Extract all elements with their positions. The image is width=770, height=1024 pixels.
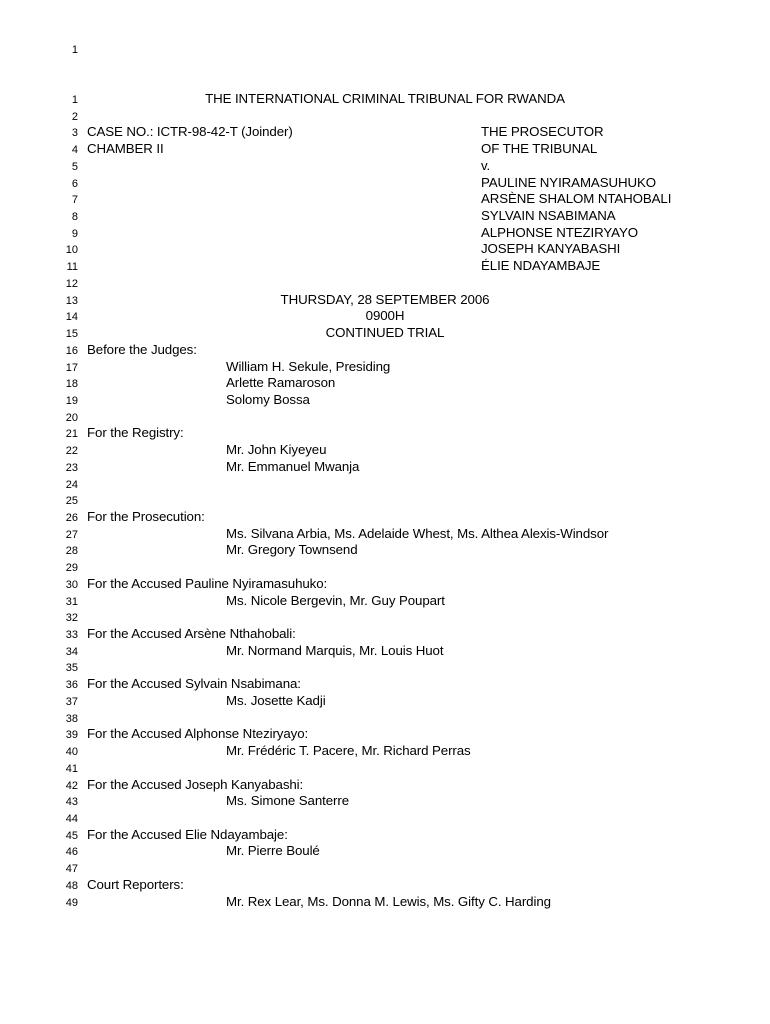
transcript-line — [0, 392, 770, 409]
session-status: CONTINUED TRIAL — [325, 325, 445, 341]
transcript-line — [0, 175, 770, 192]
registry-name: Mr. Emmanuel Mwanja — [226, 458, 360, 474]
transcript-line — [0, 860, 770, 877]
transcript-line — [0, 559, 770, 576]
reporter-names: Mr. Rex Lear, Ms. Donna M. Lewis, Ms. Gifty C. Harding — [226, 893, 551, 909]
line-number: 5 — [71, 160, 78, 173]
transcript-line — [0, 760, 770, 777]
line-number: 41 — [65, 762, 78, 775]
transcript-line — [0, 375, 770, 392]
session-date: THURSDAY, 28 SEPTEMBER 2006 — [280, 291, 490, 307]
section-heading: For the Accused Joseph Kanyabashi: — [87, 776, 304, 792]
party-line: PAULINE NYIRAMASUHUKO — [481, 174, 656, 190]
section-heading: For the Accused Sylvain Nsabimana: — [87, 676, 301, 692]
session-time: 0900H — [365, 308, 405, 324]
line-number: 44 — [65, 812, 78, 825]
line-number: 35 — [65, 662, 78, 675]
transcript-line — [0, 609, 770, 626]
line-number: 10 — [65, 244, 78, 257]
line-number: 43 — [65, 796, 78, 809]
transcript-line — [0, 191, 770, 208]
section-heading: For the Accused Alphonse Nteziryayo: — [87, 726, 309, 742]
line-number: 7 — [71, 194, 78, 207]
section-heading: Before the Judges: — [87, 341, 197, 357]
transcript-line — [0, 225, 770, 242]
line-number: 30 — [65, 578, 78, 591]
transcript-line — [0, 208, 770, 225]
line-number: 48 — [65, 879, 78, 892]
page-number: 1 — [71, 44, 78, 56]
line-number: 13 — [65, 294, 78, 307]
line-number: 15 — [65, 328, 78, 341]
line-number: 42 — [65, 779, 78, 792]
transcript-line — [0, 576, 770, 593]
line-number: 27 — [65, 528, 78, 541]
transcript-line — [0, 359, 770, 376]
line-number: 25 — [65, 495, 78, 508]
party-line: ALPHONSE NTEZIRYAYO — [481, 224, 638, 240]
party-line: v. — [481, 157, 491, 173]
line-number: 14 — [65, 311, 78, 324]
line-number: 26 — [65, 512, 78, 524]
line-number: 33 — [65, 629, 78, 642]
transcript-line — [0, 492, 770, 509]
line-number: 17 — [65, 361, 78, 374]
transcript-line — [0, 626, 770, 643]
party-line: JOSEPH KANYABASHI — [481, 241, 621, 257]
transcript-line — [0, 91, 770, 108]
section-heading: For the Prosecution: — [87, 509, 205, 524]
transcript-line — [0, 777, 770, 794]
line-number: 40 — [65, 746, 78, 759]
line-number: 31 — [65, 595, 78, 608]
transcript-line — [0, 158, 770, 175]
transcript-line — [0, 342, 770, 359]
judge-name: Arlette Ramaroson — [226, 375, 336, 391]
transcript-line — [0, 124, 770, 141]
line-number: 37 — [65, 695, 78, 708]
registry-name: Mr. John Kiyeyeu — [226, 442, 327, 458]
transcript-line — [0, 542, 770, 559]
transcript-line — [0, 459, 770, 476]
transcript-line — [0, 659, 770, 676]
counsel-names: Ms. Josette Kadji — [226, 692, 326, 708]
judge-name: Solomy Bossa — [226, 391, 310, 407]
line-number: 18 — [65, 378, 78, 391]
section-heading: For the Accused Pauline Nyiramasuhuko: — [87, 575, 328, 591]
line-number: 29 — [65, 562, 78, 575]
transcript-line — [0, 258, 770, 275]
line-number: 39 — [65, 729, 78, 742]
line-number: 20 — [65, 411, 78, 424]
transcript-line — [0, 710, 770, 727]
line-number: 22 — [65, 445, 78, 458]
line-number: 6 — [71, 177, 78, 190]
line-number: 16 — [65, 344, 78, 357]
counsel-names: Mr. Pierre Boulé — [226, 843, 320, 859]
transcript-line — [0, 726, 770, 743]
party-line: SYLVAIN NSABIMANA — [481, 208, 616, 224]
counsel-names: Ms. Simone Santerre — [226, 793, 349, 809]
party-line: THE PROSECUTOR — [481, 124, 604, 140]
transcript-line — [0, 743, 770, 760]
case-number: CASE NO.: ICTR-98-42-T (Joinder) — [87, 124, 293, 140]
transcript-line — [0, 275, 770, 292]
section-heading: For the Registry: — [87, 425, 184, 441]
transcript-line — [0, 793, 770, 810]
line-number: 23 — [65, 461, 78, 474]
transcript-line — [0, 676, 770, 693]
transcript-line — [0, 877, 770, 894]
line-number: 24 — [65, 478, 78, 491]
line-number: 4 — [71, 144, 78, 157]
transcript-line — [0, 308, 770, 325]
line-number: 1 — [71, 94, 78, 106]
transcript-line — [0, 593, 770, 610]
line-number: 19 — [65, 394, 78, 407]
transcript-line — [0, 476, 770, 493]
line-number: 45 — [65, 829, 78, 842]
line-number: 11 — [66, 261, 78, 274]
counsel-names: Mr. Normand Marquis, Mr. Louis Huot — [226, 642, 444, 658]
transcript-line — [0, 141, 770, 158]
line-number: 46 — [65, 846, 78, 859]
section-heading: For the Accused Arsène Nthahobali: — [87, 626, 296, 642]
transcript-line — [0, 526, 770, 543]
chamber: CHAMBER II — [87, 141, 164, 157]
section-heading: For the Accused Elie Ndayambaje: — [87, 826, 288, 842]
transcript-line — [0, 693, 770, 710]
party-line: OF THE TRIBUNAL — [481, 141, 598, 157]
counsel-names: Mr. Gregory Townsend — [226, 542, 358, 558]
transcript-line — [0, 827, 770, 844]
line-number: 49 — [65, 896, 78, 909]
section-heading: Court Reporters: — [87, 876, 184, 892]
tribunal-title: THE INTERNATIONAL CRIMINAL TRIBUNAL FOR RWANDA — [205, 91, 565, 106]
transcript-line — [0, 409, 770, 426]
transcript-line — [0, 810, 770, 827]
party-line: ÉLIE NDAYAMBAJE — [481, 258, 601, 274]
transcript-line — [0, 241, 770, 258]
line-number: 8 — [71, 211, 78, 224]
line-number: 9 — [71, 227, 78, 240]
transcript-line — [0, 442, 770, 459]
transcript-line — [0, 643, 770, 660]
transcript-line — [0, 292, 770, 309]
line-number: 38 — [65, 712, 78, 725]
line-number: 36 — [65, 679, 78, 692]
line-number: 47 — [65, 863, 78, 876]
line-number: 28 — [65, 545, 78, 558]
counsel-names: Mr. Frédéric T. Pacere, Mr. Richard Perras — [226, 743, 471, 759]
transcript-line — [0, 425, 770, 442]
transcript-line — [0, 894, 770, 911]
line-number: 32 — [65, 612, 78, 625]
transcript-line — [0, 325, 770, 342]
line-number: 12 — [65, 277, 78, 290]
counsel-names: Ms. Silvana Arbia, Ms. Adelaide Whest, Ms. Althea Alexis-Windsor — [226, 525, 609, 541]
judge-name: William H. Sekule, Presiding — [226, 358, 391, 374]
transcript-line — [0, 509, 770, 526]
line-number: 34 — [65, 645, 78, 658]
transcript-line — [0, 843, 770, 860]
party-line: ARSÈNE SHALOM NTAHOBALI — [481, 191, 672, 207]
line-number: 3 — [71, 127, 78, 140]
line-number: 2 — [71, 110, 78, 123]
counsel-names: Ms. Nicole Bergevin, Mr. Guy Poupart — [226, 592, 445, 608]
transcript-line — [0, 108, 770, 125]
line-number: 21 — [65, 428, 78, 441]
